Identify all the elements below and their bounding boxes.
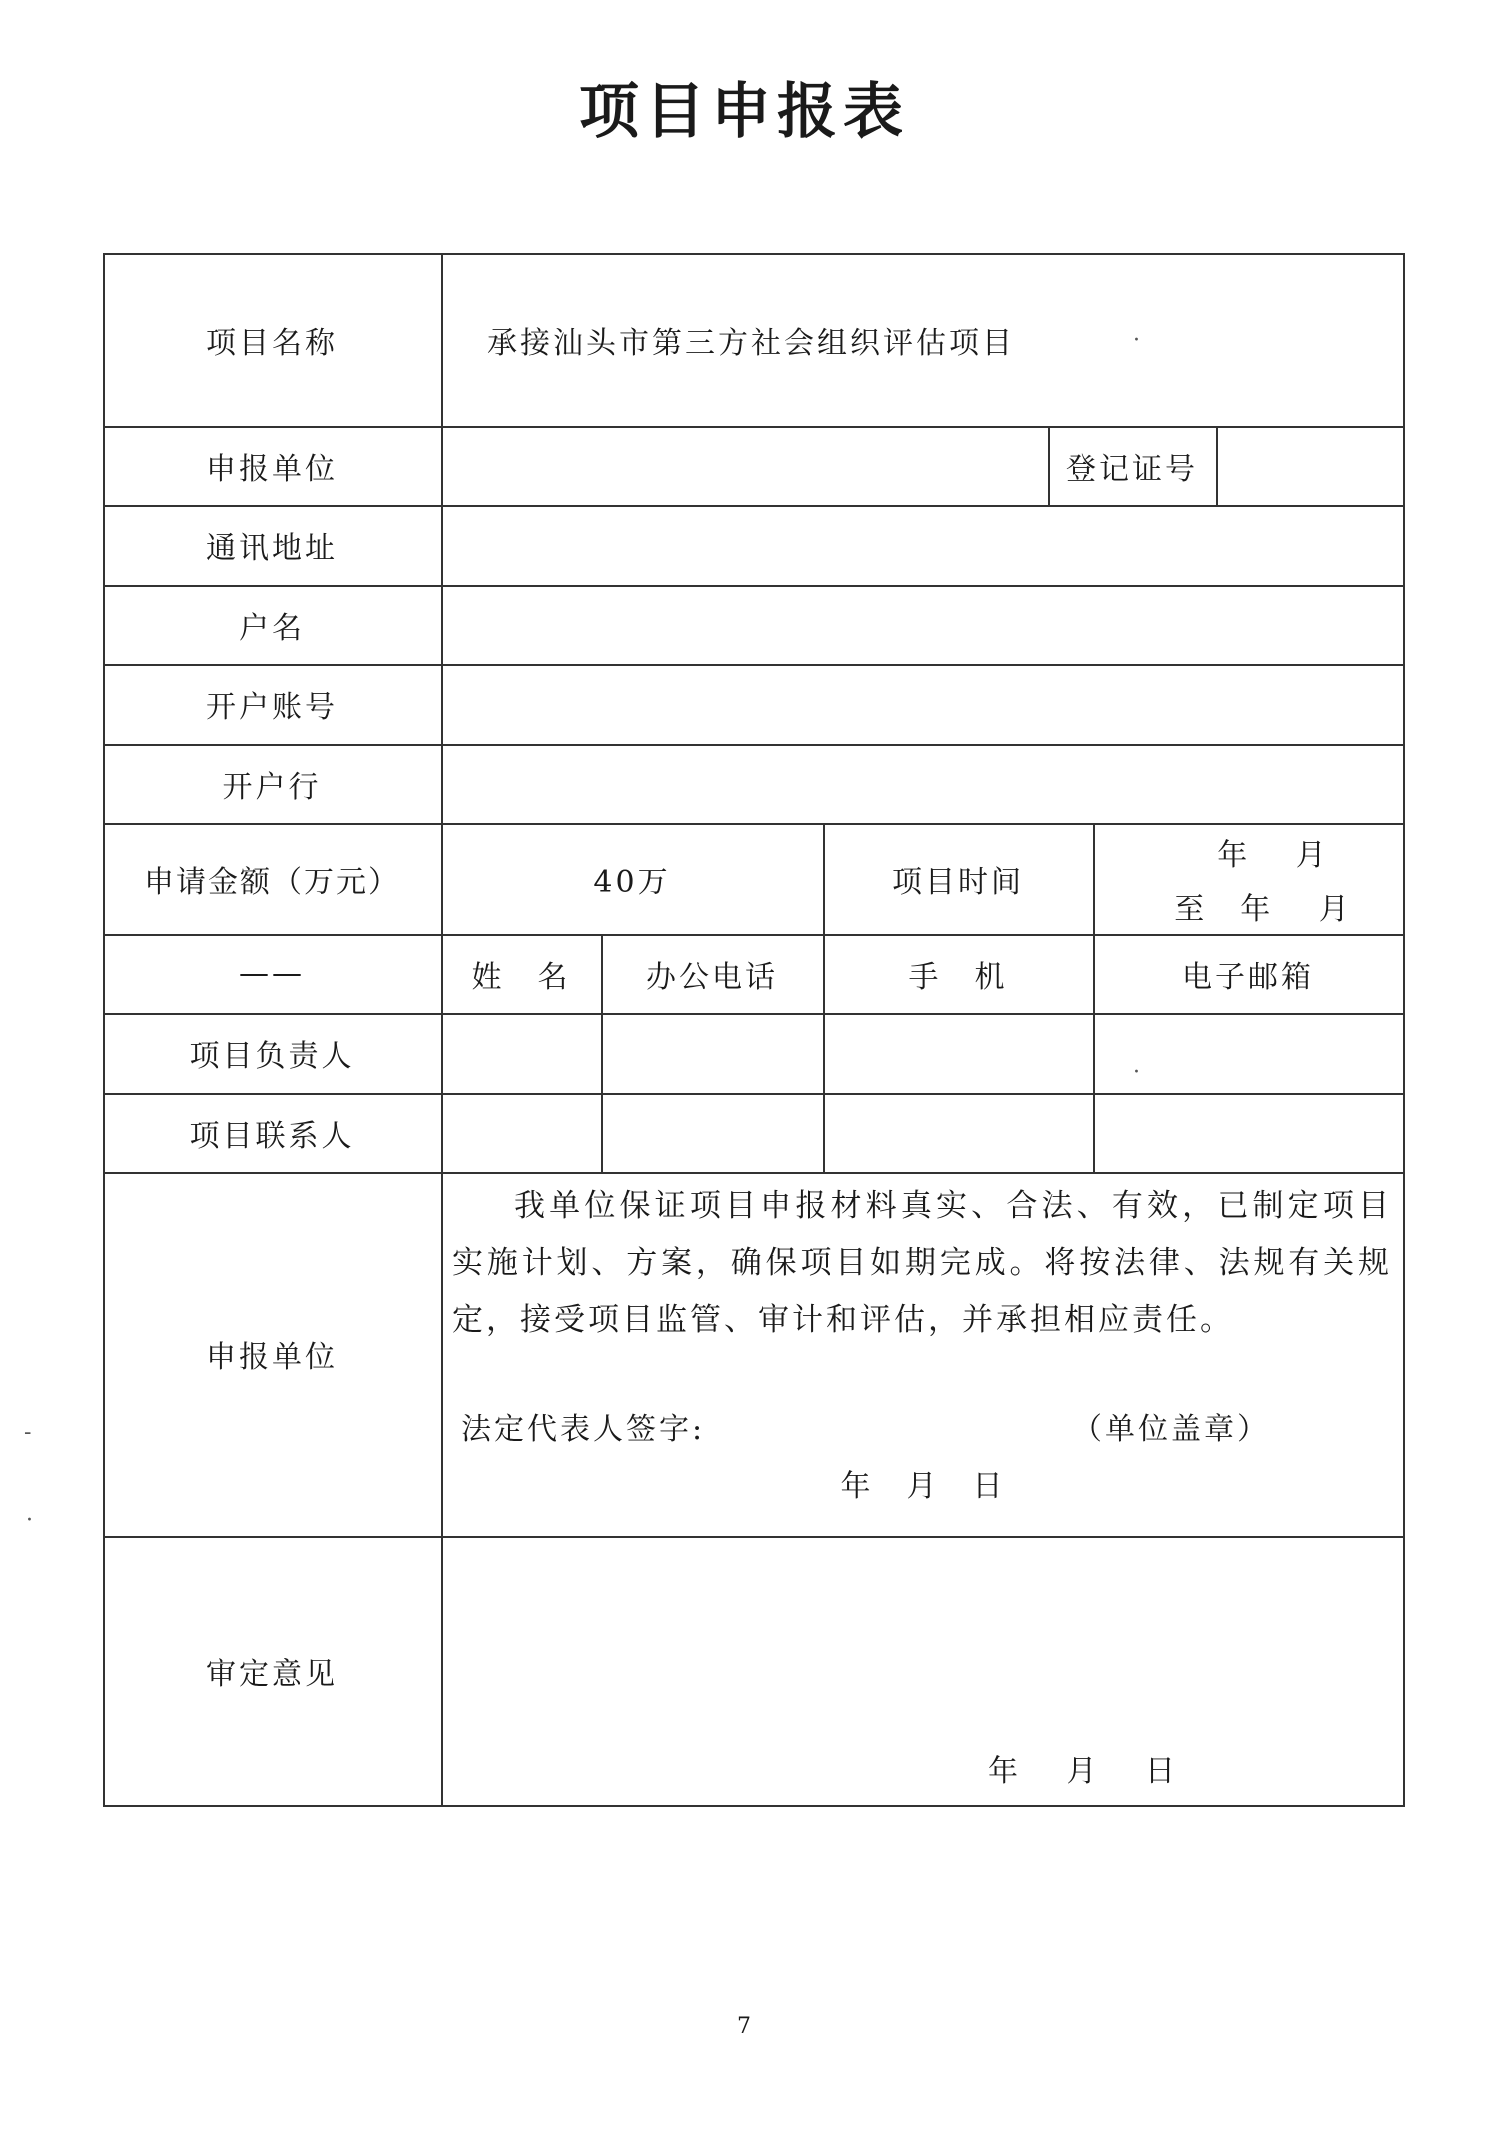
account-no-label: 开户账号 bbox=[206, 690, 338, 725]
leader-office-phone-field[interactable] bbox=[603, 1015, 822, 1092]
declaration-label: 申报单位 bbox=[206, 1340, 338, 1375]
margin-mark: - bbox=[24, 1420, 32, 1445]
page-title: 项目申报表 bbox=[579, 77, 909, 147]
project-leader-label: 项目负责人 bbox=[189, 1039, 355, 1074]
leader-email-field[interactable] bbox=[1095, 1015, 1402, 1092]
address-label: 通讯地址 bbox=[206, 531, 338, 566]
unit-seal-label: （单位盖章） bbox=[1072, 1412, 1270, 1447]
account-no-field[interactable] bbox=[443, 666, 1402, 743]
application-form-table bbox=[103, 253, 1405, 1807]
account-name-field[interactable] bbox=[443, 587, 1402, 663]
bank-field[interactable] bbox=[443, 746, 1402, 822]
contact-mobile-field[interactable] bbox=[825, 1095, 1092, 1171]
account-name-label: 户名 bbox=[239, 610, 305, 646]
leader-name-field[interactable] bbox=[443, 1015, 600, 1092]
page-number: 7 bbox=[737, 2014, 751, 2039]
scan-speck: · bbox=[1133, 328, 1140, 353]
project-time-line2: 至 年 月 bbox=[1174, 892, 1352, 927]
amount-label: 申请金额（万元） bbox=[144, 864, 400, 900]
contact-email-field[interactable] bbox=[1095, 1095, 1402, 1171]
table-border-bottom bbox=[103, 1805, 1405, 1807]
declaration-statement: 我单位保证项目申报材料真实、合法、有效，已制定项目实施计划、方案，确保项目如期完成。将按法律、法规有关规定，接受项目监管、审计和评估，并承担相应责任。 bbox=[452, 1188, 1392, 1338]
applicant-unit-label: 申报单位 bbox=[206, 451, 338, 487]
review-date: 年 月 日 bbox=[987, 1754, 1179, 1789]
review-opinion-label: 审定意见 bbox=[206, 1656, 338, 1692]
applicant-unit-field[interactable] bbox=[443, 428, 1047, 504]
column-header-office-phone: 办公电话 bbox=[646, 959, 778, 995]
bank-label: 开户行 bbox=[222, 769, 322, 805]
column-header-email: 电子邮箱 bbox=[1182, 959, 1314, 995]
scan-speck: · bbox=[1133, 1060, 1140, 1085]
project-time-label: 项目时间 bbox=[892, 864, 1024, 900]
project-name-value: 承接汕头市第三方社会组织评估项目 bbox=[487, 325, 1015, 361]
contact-office-phone-field[interactable] bbox=[603, 1095, 822, 1171]
column-header-name: 姓 名 bbox=[471, 959, 571, 995]
table-border-right bbox=[1403, 253, 1405, 1807]
leader-mobile-field[interactable] bbox=[825, 1015, 1092, 1092]
project-time-line1: 年 月 bbox=[1217, 838, 1329, 873]
declaration-date: 年 月 日 bbox=[840, 1469, 1006, 1504]
address-field[interactable] bbox=[443, 507, 1402, 584]
margin-mark: · bbox=[26, 1508, 33, 1533]
project-name-label: 项目名称 bbox=[206, 325, 338, 361]
column-header-mobile: 手 机 bbox=[908, 959, 1008, 995]
contact-name-field[interactable] bbox=[443, 1095, 600, 1171]
review-opinion-field[interactable] bbox=[443, 1538, 1402, 1738]
legal-rep-signature-label: 法定代表人签字: bbox=[461, 1412, 706, 1447]
registration-no-field[interactable] bbox=[1218, 428, 1402, 504]
registration-no-label: 登记证号 bbox=[1066, 451, 1198, 487]
header-dash: —— bbox=[239, 956, 305, 991]
project-contact-label: 项目联系人 bbox=[189, 1118, 355, 1154]
amount-value: 40万 bbox=[593, 864, 671, 900]
